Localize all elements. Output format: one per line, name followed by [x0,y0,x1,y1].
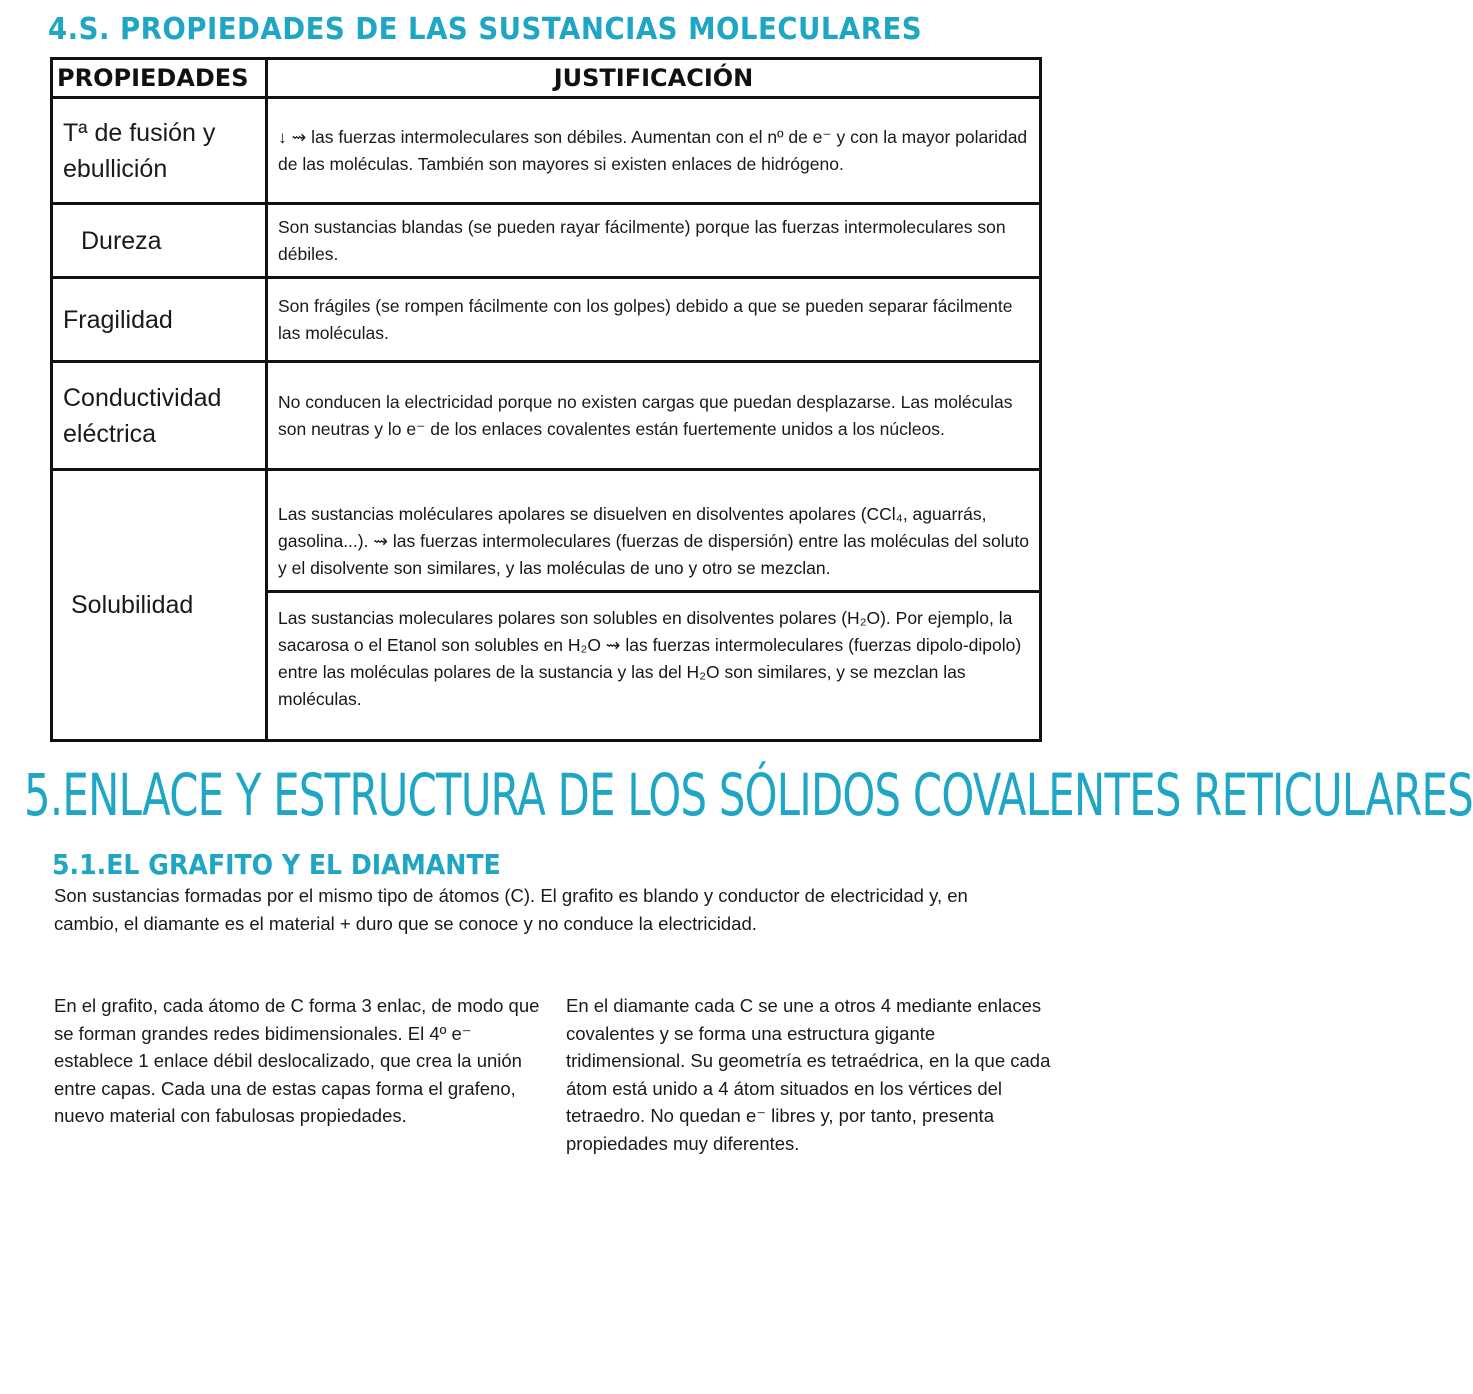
properties-table [50,57,1042,742]
property-conductivity: Conductividad eléctrica [52,362,267,470]
chapter-title: 5.ENLACE Y ESTRUCTURA DE LOS SÓLIDOS COVALENTES RETICULARES [24,761,1473,829]
header-properties: PROPIEDADES [52,59,267,98]
table-row [52,362,1041,470]
diamond-paragraph: En el diamante cada C se une a otros 4 mediante enlaces covalentes y se forma una estructura gigante tridimensional. Su geometría es tetraédrica, en la que cada átom está unido a 4 átom situados en los vértices del tetraedro. No quedan e⁻ libres y, por tanto, presenta propiedades muy diferentes. [566,995,1051,1154]
justification-fragility: Son frágiles (se rompen fácilmente con los golpes) debido a que se pueden separar fácilmente las moléculas. [267,278,1041,362]
justification-solubility [267,470,1041,741]
solubility-apolar-text: Las sustancias moléculares apolares se disuelven en disolventes apolares (CCl₄, aguarrás, gasolina...). ⇝ las fuerzas intermoleculares (fuerzas de dispersión) entre las moléculas del soluto y el disolvente son similares, y las moléculas de uno y otro se mezclan. [278,504,1029,578]
property-solubility: Solubilidad [52,470,267,741]
property-hardness: Dureza [52,204,267,278]
section-title: 4.S. PROPIEDADES DE LAS SUSTANCIAS MOLECULARES [48,12,923,47]
justification-hardness: Son sustancias blandas (se pueden rayar fácilmente) porque las fuerzas intermoleculares son débiles. [267,204,1041,278]
property-melting-boiling: Tª de fusión y ebullición [52,98,267,204]
justification-conductivity: No conducen la electricidad porque no existen cargas que puedan desplazarse. Las moléculas son neutras y lo e⁻ de los enlaces covalentes están fuertemente unidos a los núcleos. [267,362,1041,470]
table-row [52,470,1041,741]
solubility-polar-text: Las sustancias moleculares polares son solubles en disolventes polares (H₂O). Por ejemplo, la sacarosa o el Etanol son solubles en H₂O ⇝ las fuerzas intermoleculares (fuerzas dipolo-dipolo) entre las moléculas polares de la sustancia y las del H₂O son similares, y se mezclan las moléculas. [268,590,1039,721]
property-fragility: Fragilidad [52,278,267,362]
table-row [52,98,1041,204]
graphite-paragraph: En el grafito, cada átomo de C forma 3 enlac, de modo que se forman grandes redes bidimensionales. El 4º e⁻ establece 1 enlace débil deslocalizado, que crea la unión entre capas. Cada una de estas capas forma el grafeno, nuevo material con fabulosas propiedades. [54,995,540,1126]
table-header-row [52,59,1041,98]
justification-melting-boiling: ↓ ⇝ las fuerzas intermoleculares son débiles. Aumentan con el nº de e⁻ y con la mayor polaridad de las moléculas. También son mayores si existen enlaces de hidrógeno. [267,98,1041,204]
chapter-subtitle: 5.1.EL GRAFITO Y EL DIAMANTE [52,848,501,881]
table-row [52,278,1041,362]
table-row [52,204,1041,278]
intro-paragraph: Son sustancias formadas por el mismo tipo de átomos (C). El grafito es blando y conductor de electricidad y, en cambio, el diamante es el material + duro que se conoce y no conduce la electricidad. [54,885,968,934]
header-justification: JUSTIFICACIÓN [267,59,1041,98]
